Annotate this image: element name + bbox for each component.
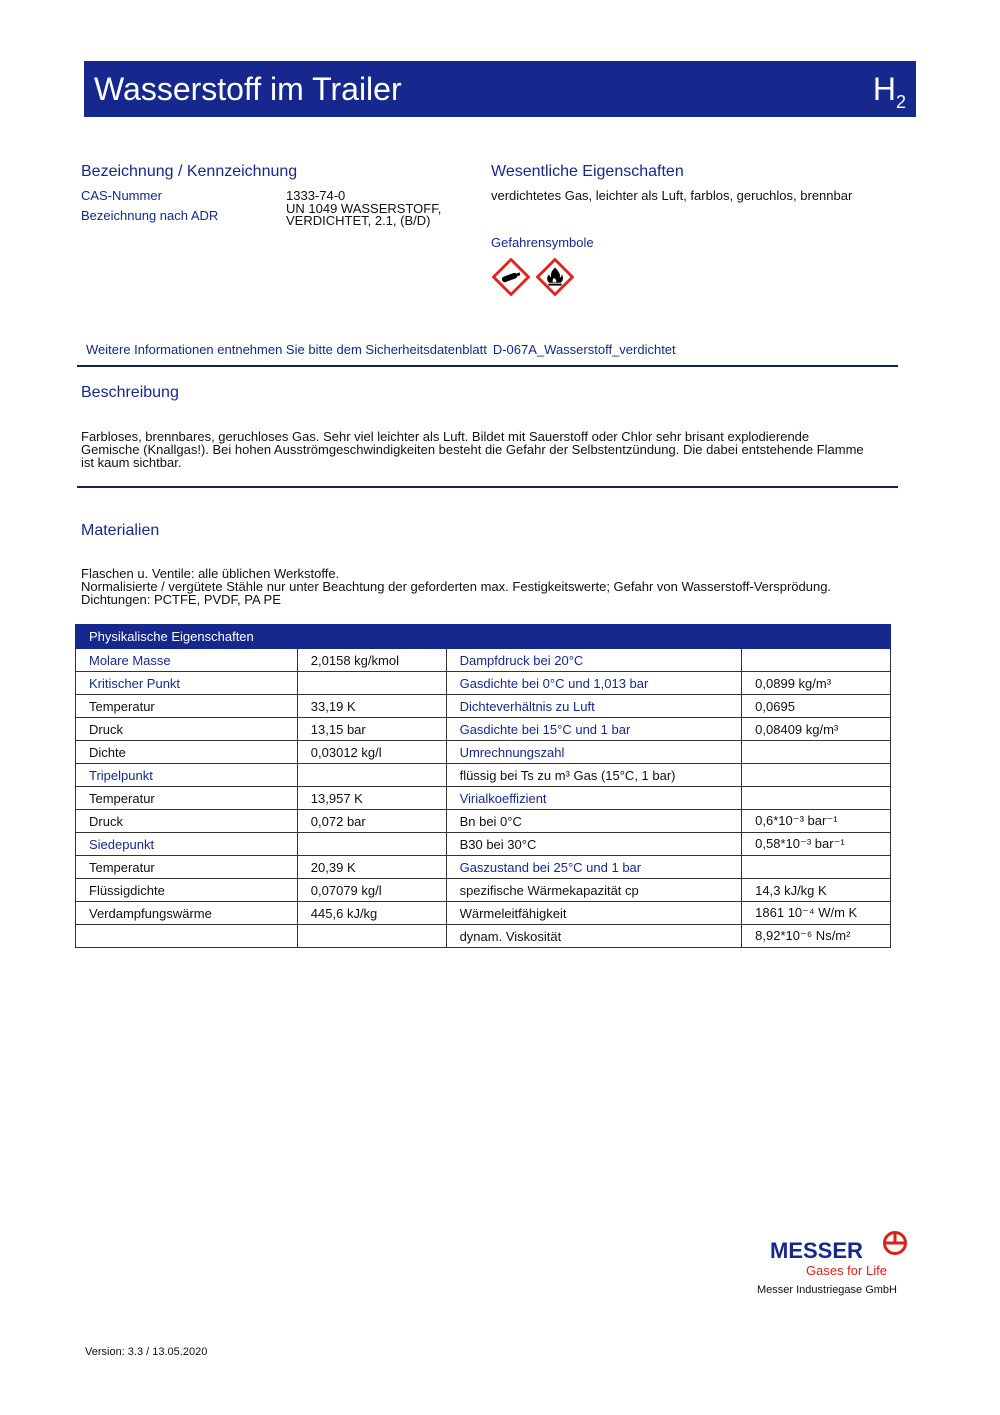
divider [77,486,898,488]
table-cell: Druck [76,718,298,741]
table-cell: Temperatur [76,856,298,879]
table-cell: 0,072 bar [297,810,446,833]
adr-value-line2: VERDICHTET, 2.1, (B/D) [286,213,431,228]
messer-mark-icon [882,1230,908,1256]
table-cell: Molare Masse [76,649,298,672]
formula-main: H [872,71,896,107]
table-cell: Flüssigdichte [76,879,298,902]
sdb-text: Weitere Informationen entnehmen Sie bitte dem Sicherheitsdatenblatt [86,342,487,357]
table-cell: Gaszustand bei 25°C und 1 bar [446,856,742,879]
table-cell: Druck [76,810,298,833]
bezeichnung-heading: Bezeichnung / Kennzeichnung [81,163,298,180]
formula-subscript: 2 [895,92,906,112]
table-cell: 33,19 K [297,695,446,718]
table-cell: 1861 10⁻⁴ W/m K [742,902,891,925]
table-cell: Bn bei 0°C [446,810,742,833]
table-row [76,810,891,833]
table-cell: Tripelpunkt [76,764,298,787]
table-row [76,856,891,879]
table-cell: 0,07079 kg/l [297,879,446,902]
materialien-line1: Flaschen u. Ventile: alle üblichen Werkstoffe. [81,566,340,581]
table-body [76,649,891,948]
table-row [76,764,891,787]
table-cell: Dichteverhältnis zu Luft [446,695,742,718]
table-cell [297,925,446,948]
divider [77,365,898,367]
flame-icon [536,258,574,296]
table-cell: Gasdichte bei 15°C und 1 bar [446,718,742,741]
table-row [76,879,891,902]
table-row [76,925,891,948]
table-cell: Gasdichte bei 0°C und 1,013 bar [446,672,742,695]
gefahrensymbole-label: Gefahrensymbole [491,235,594,250]
cas-value: 1333-74-0 [286,188,346,203]
materialien-heading: Materialien [81,522,160,539]
brand-name: MESSER [770,1238,863,1263]
table-cell: 14,3 kJ/kg K [742,879,891,902]
table-cell [742,856,891,879]
table-cell [742,764,891,787]
table-cell: Verdampfungswärme [76,902,298,925]
table-cell [76,925,298,948]
table-cell: 13,15 bar [297,718,446,741]
brand-tagline: Gases for Life [806,1263,887,1278]
physical-properties-table [75,624,891,948]
materialien-line2: Normalisierte / vergütete Stähle nur unter Beachtung der geforderten max. Festigkeitswerte; Gefahr von Wasserstoff-Versprödung. [81,579,832,594]
beschreibung-heading: Beschreibung [81,384,179,401]
table-cell: Kritischer Punkt [76,672,298,695]
table-cell: flüssig bei Ts zu m³ Gas (15°C, 1 bar) [446,764,742,787]
table-cell: Virialkoeffizient [446,787,742,810]
title-banner [84,61,916,117]
adr-value-line1: UN 1049 WASSERSTOFF, [286,201,442,216]
table-cell: 0,03012 kg/l [297,741,446,764]
table-cell: Dichte [76,741,298,764]
table-row [76,787,891,810]
table-cell: 2,0158 kg/kmol [297,649,446,672]
sdb-link[interactable]: D-067A_Wasserstoff_verdichtet [492,342,676,357]
beschreibung-line2: Gemische (Knallgas!). Bei hohen Ausströmgeschwindigkeiten besteht die Gefahr der Selbstentzündung. Die dabei entstehende Flamme [81,442,864,457]
table-cell: 0,58*10⁻³ bar⁻¹ [742,833,891,856]
table-row [76,833,891,856]
version-info: Version: 3.3 / 13.05.2020 [85,1346,208,1358]
table-cell [297,672,446,695]
table-cell: Umrechnungszahl [446,741,742,764]
table-row [76,672,891,695]
table-row [76,695,891,718]
table-row [76,649,891,672]
table-cell: 0,6*10⁻³ bar⁻¹ [742,810,891,833]
table-title: Physikalische Eigenschaften [76,625,891,649]
gas-cylinder-icon [492,258,530,296]
table-row [76,902,891,925]
table-cell: dynam. Viskosität [446,925,742,948]
table-cell: B30 bei 30°C [446,833,742,856]
table-cell [297,833,446,856]
table-cell [742,649,891,672]
table-cell: Dampfdruck bei 20°C [446,649,742,672]
table-cell: 445,6 kJ/kg [297,902,446,925]
table-cell: Siedepunkt [76,833,298,856]
adr-label: Bezeichnung nach ADR [81,208,219,223]
sdb-reference [86,342,676,357]
materialien-line3: Dichtungen: PCTFE, PVDF, PA PE [81,592,281,607]
table-cell [297,764,446,787]
beschreibung-line3: ist kaum sichtbar. [81,455,182,470]
table-cell: 8,92*10⁻⁶ Ns/m² [742,925,891,948]
table-cell: Temperatur [76,787,298,810]
table-cell: spezifische Wärmekapazität cp [446,879,742,902]
table-cell: Wärmeleitfähigkeit [446,902,742,925]
table-cell: 0,08409 kg/m³ [742,718,891,741]
eigenschaften-text: verdichtetes Gas, leichter als Luft, farblos, geruchlos, brennbar [491,188,853,203]
table-row [76,718,891,741]
chemical-formula [873,71,906,120]
eigenschaften-heading: Wesentliche Eigenschaften [491,163,684,180]
table-cell [742,741,891,764]
table-cell: 0,0695 [742,695,891,718]
table-cell: 0,0899 kg/m³ [742,672,891,695]
table-cell: Temperatur [76,695,298,718]
table-cell: 20,39 K [297,856,446,879]
cas-label: CAS-Nummer [81,188,162,203]
table-cell [742,787,891,810]
page-title: Wasserstoff im Trailer [94,71,402,107]
company-name: Messer Industriegase GmbH [757,1284,897,1296]
table-row [76,741,891,764]
table-cell: 13,957 K [297,787,446,810]
beschreibung-line1: Farbloses, brennbares, geruchloses Gas. Sehr viel leichter als Luft. Bildet mit Sauerstoff oder Chlor sehr brisant explodierende [81,429,810,444]
